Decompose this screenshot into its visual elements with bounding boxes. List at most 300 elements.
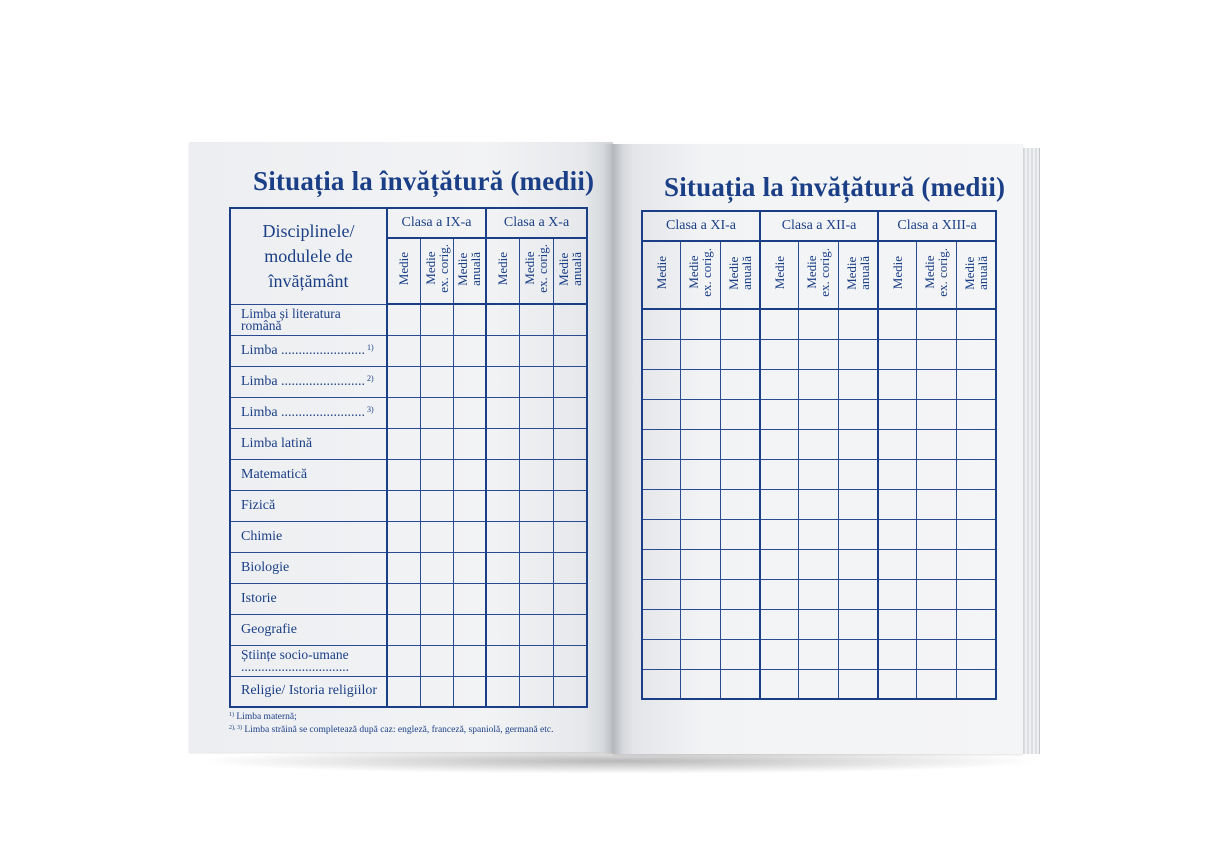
subject-name [230, 676, 387, 707]
grade-cell[interactable] [878, 369, 916, 399]
grade-cell[interactable] [838, 579, 878, 609]
grade-row [642, 489, 996, 519]
grade-cell[interactable] [838, 489, 878, 519]
grade-cell[interactable] [453, 614, 486, 645]
grade-cell[interactable] [760, 399, 798, 429]
grade-cell[interactable] [486, 645, 519, 676]
footnote-mark: 1) [365, 342, 374, 352]
grade-cell[interactable] [553, 614, 587, 645]
subject-name [230, 614, 387, 645]
discipline-header-line: modulele de [264, 245, 353, 266]
subject-name [230, 490, 387, 521]
grade-cell[interactable] [680, 429, 720, 459]
column-label [486, 238, 519, 304]
grade-cell[interactable] [519, 366, 553, 397]
grade-cell[interactable] [553, 428, 587, 459]
grade-cell[interactable] [838, 429, 878, 459]
grade-cell[interactable] [453, 397, 486, 428]
grade-cell[interactable] [916, 489, 956, 519]
grade-cell[interactable] [420, 428, 453, 459]
grade-cell[interactable] [956, 339, 996, 369]
grade-cell[interactable] [453, 304, 486, 335]
footnote-text: Limba maternă; [234, 712, 297, 722]
column-label-text: Medie anuală [725, 255, 754, 290]
subject-name [230, 583, 387, 614]
grade-cell[interactable] [720, 609, 760, 639]
grade-cell[interactable] [878, 669, 916, 699]
discipline-header-line: Disciplinele/ [262, 220, 355, 241]
grade-cell[interactable] [916, 639, 956, 669]
grade-cell[interactable] [956, 459, 996, 489]
grade-cell[interactable] [453, 335, 486, 366]
grade-cell[interactable] [680, 369, 720, 399]
grade-cell[interactable] [720, 519, 760, 549]
footnote-mark: 2) [365, 373, 374, 383]
grade-cell[interactable] [720, 459, 760, 489]
grade-cell[interactable] [553, 676, 587, 707]
grade-cell[interactable] [956, 429, 996, 459]
column-label [642, 241, 680, 309]
grade-cell[interactable] [720, 339, 760, 369]
grade-cell[interactable] [916, 369, 956, 399]
column-label [838, 241, 878, 309]
grade-cell[interactable] [486, 490, 519, 521]
grade-cell[interactable] [387, 645, 420, 676]
grade-cell[interactable] [642, 519, 680, 549]
grade-cell[interactable] [760, 339, 798, 369]
grade-cell[interactable] [420, 614, 453, 645]
grade-cell[interactable] [387, 521, 420, 552]
grade-row [642, 399, 996, 429]
grade-cell[interactable] [420, 397, 453, 428]
grade-cell[interactable] [798, 309, 838, 339]
grade-cell[interactable] [878, 459, 916, 489]
grade-cell[interactable] [916, 429, 956, 459]
grade-cell[interactable] [420, 521, 453, 552]
grade-cell[interactable] [916, 309, 956, 339]
subject-label: Limba ........................ [241, 342, 366, 358]
grade-cell[interactable] [878, 609, 916, 639]
grade-cell[interactable] [453, 583, 486, 614]
grade-cell[interactable] [420, 552, 453, 583]
grade-cell[interactable] [553, 397, 587, 428]
grade-cell[interactable] [420, 645, 453, 676]
grade-cell[interactable] [680, 669, 720, 699]
grade-row [642, 609, 996, 639]
grade-cell[interactable] [642, 459, 680, 489]
grade-row [642, 429, 996, 459]
subject-label-line2: română [241, 317, 282, 333]
grade-cell[interactable] [453, 521, 486, 552]
class-header: Clasa a IX-a [387, 208, 486, 238]
subject-row [230, 304, 587, 335]
right-grades-table [641, 210, 997, 700]
grade-cell[interactable] [956, 309, 996, 339]
grade-cell[interactable] [720, 489, 760, 519]
column-label [956, 241, 996, 309]
column-label-text: Medie anuală [555, 251, 584, 286]
grade-cell[interactable] [878, 549, 916, 579]
subject-label: Limba latină [241, 435, 313, 451]
grade-cell[interactable] [878, 519, 916, 549]
grade-cell[interactable] [486, 304, 519, 335]
grade-cell[interactable] [798, 519, 838, 549]
grade-cell[interactable] [486, 428, 519, 459]
grade-cell[interactable] [387, 335, 420, 366]
grade-row [642, 339, 996, 369]
subject-name [230, 366, 387, 397]
grade-cell[interactable] [720, 429, 760, 459]
grade-cell[interactable] [387, 304, 420, 335]
grade-cell[interactable] [956, 369, 996, 399]
grade-cell[interactable] [916, 669, 956, 699]
grade-cell[interactable] [838, 639, 878, 669]
grade-cell[interactable] [642, 309, 680, 339]
discipline-header [230, 208, 387, 304]
grade-cell[interactable] [453, 459, 486, 490]
grade-cell[interactable] [680, 399, 720, 429]
subject-name [230, 459, 387, 490]
footnote-mark: 1) [229, 712, 234, 718]
grade-cell[interactable] [486, 552, 519, 583]
grade-row [642, 639, 996, 669]
grade-cell[interactable] [486, 335, 519, 366]
header-row-columns [642, 241, 996, 309]
subject-label: Biologie [241, 559, 290, 575]
grade-cell[interactable] [642, 489, 680, 519]
grade-cell[interactable] [916, 609, 956, 639]
grade-cell[interactable] [680, 489, 720, 519]
left-page-title: Situația la învățătură (medii) [253, 166, 595, 196]
grade-cell[interactable] [956, 609, 996, 639]
column-label-text: Medie anuală [843, 255, 872, 290]
grade-cell[interactable] [553, 521, 587, 552]
grade-cell[interactable] [760, 669, 798, 699]
grade-cell[interactable] [486, 397, 519, 428]
grade-row [642, 459, 996, 489]
grade-cell[interactable] [720, 549, 760, 579]
grade-cell[interactable] [519, 645, 553, 676]
subject-name [230, 645, 387, 676]
grade-cell[interactable] [956, 519, 996, 549]
column-label [553, 238, 587, 304]
discipline-header-line: învățământ [268, 270, 349, 291]
grade-cell[interactable] [720, 369, 760, 399]
grade-cell[interactable] [760, 639, 798, 669]
grade-cell[interactable] [387, 614, 420, 645]
grade-cell[interactable] [519, 583, 553, 614]
grade-cell[interactable] [760, 459, 798, 489]
grade-cell[interactable] [519, 490, 553, 521]
subject-label: Științe socio-umane [241, 646, 349, 662]
subject-row [230, 676, 587, 707]
grade-cell[interactable] [420, 304, 453, 335]
column-label-text: Medie ex. corig. [686, 248, 714, 297]
column-label-text: Medie ex. corig. [422, 244, 451, 293]
grade-cell[interactable] [486, 676, 519, 707]
grade-cell[interactable] [760, 369, 798, 399]
subject-row [230, 459, 587, 490]
grade-cell[interactable] [453, 366, 486, 397]
subject-name [230, 428, 387, 459]
grade-cell[interactable] [486, 366, 519, 397]
header-row-classes [642, 211, 996, 241]
grade-cell[interactable] [838, 309, 878, 339]
grade-cell[interactable] [642, 369, 680, 399]
grade-row [642, 519, 996, 549]
subject-name [230, 521, 387, 552]
grade-cell[interactable] [519, 521, 553, 552]
grade-cell[interactable] [720, 639, 760, 669]
grade-row [642, 669, 996, 699]
grade-cell[interactable] [420, 366, 453, 397]
grade-cell[interactable] [720, 399, 760, 429]
grade-cell[interactable] [519, 459, 553, 490]
column-label [453, 238, 486, 304]
column-label [878, 241, 916, 309]
subject-row [230, 521, 587, 552]
grade-cell[interactable] [798, 399, 838, 429]
column-label [720, 241, 760, 309]
grade-cell[interactable] [956, 399, 996, 429]
column-label-text: Medie ex. corig. [922, 248, 951, 297]
column-label [798, 241, 838, 309]
grade-cell[interactable] [680, 459, 720, 489]
grade-cell[interactable] [553, 304, 587, 335]
subject-row [230, 428, 587, 459]
grade-cell[interactable] [387, 459, 420, 490]
grade-cell[interactable] [798, 339, 838, 369]
grade-cell[interactable] [453, 428, 486, 459]
subject-row [230, 366, 587, 397]
subject-label: Chimie [241, 528, 283, 544]
grade-cell[interactable] [720, 579, 760, 609]
grade-cell[interactable] [798, 429, 838, 459]
grade-cell[interactable] [956, 549, 996, 579]
grade-cell[interactable] [519, 397, 553, 428]
grade-cell[interactable] [956, 639, 996, 669]
subject-name [230, 304, 387, 335]
grade-cell[interactable] [519, 552, 553, 583]
grade-cell[interactable] [420, 583, 453, 614]
column-label [916, 241, 956, 309]
subject-row [230, 645, 587, 676]
grade-cell[interactable] [553, 459, 587, 490]
column-label-text: Medie anuală [455, 251, 484, 286]
grade-cell[interactable] [838, 459, 878, 489]
column-label-text: Medie [495, 251, 511, 286]
subject-name [230, 335, 387, 366]
grade-cell[interactable] [760, 489, 798, 519]
grade-cell[interactable] [553, 552, 587, 583]
grade-cell[interactable] [680, 609, 720, 639]
grade-cell[interactable] [642, 609, 680, 639]
grade-cell[interactable] [387, 583, 420, 614]
grade-cell[interactable] [878, 579, 916, 609]
grade-cell[interactable] [642, 579, 680, 609]
column-label [760, 241, 798, 309]
subject-label: Matematică [241, 466, 308, 482]
grade-cell[interactable] [720, 669, 760, 699]
grade-row [642, 369, 996, 399]
grade-cell[interactable] [916, 519, 956, 549]
column-label-text: Medie [653, 255, 669, 290]
subject-row [230, 614, 587, 645]
grade-cell[interactable] [916, 339, 956, 369]
grade-cell[interactable] [420, 490, 453, 521]
grade-cell[interactable] [642, 429, 680, 459]
grade-cell[interactable] [720, 309, 760, 339]
grade-cell[interactable] [916, 549, 956, 579]
grade-cell[interactable] [553, 583, 587, 614]
grade-cell[interactable] [798, 669, 838, 699]
column-label [680, 241, 720, 309]
grade-cell[interactable] [387, 366, 420, 397]
left-grades-table [229, 207, 588, 708]
grade-cell[interactable] [878, 309, 916, 339]
grade-cell[interactable] [956, 579, 996, 609]
grade-cell[interactable] [553, 490, 587, 521]
subject-label: Limba și literatura [241, 305, 341, 321]
right-page-title: Situația la învățătură (medii) [664, 172, 1006, 202]
grade-cell[interactable] [916, 399, 956, 429]
grade-cell[interactable] [838, 369, 878, 399]
column-label [387, 238, 420, 304]
column-label-text: Medie [771, 255, 787, 290]
grade-cell[interactable] [916, 579, 956, 609]
grade-cell[interactable] [680, 579, 720, 609]
grade-cell[interactable] [798, 609, 838, 639]
grade-cell[interactable] [642, 399, 680, 429]
subject-label: Limba ........................ [241, 404, 366, 420]
subject-row [230, 335, 587, 366]
grade-cell[interactable] [486, 459, 519, 490]
grade-cell[interactable] [760, 519, 798, 549]
grade-cell[interactable] [798, 639, 838, 669]
column-label-text: Medie [396, 251, 412, 286]
column-label-text: Medie ex. corig. [804, 248, 833, 297]
grade-cell[interactable] [387, 552, 420, 583]
column-label [420, 238, 453, 304]
subject-label: Geografie [241, 621, 297, 637]
grade-cell[interactable] [680, 339, 720, 369]
grade-cell[interactable] [798, 579, 838, 609]
footnote-line [229, 710, 553, 723]
page-stack-edge [1021, 148, 1040, 754]
grade-cell[interactable] [798, 549, 838, 579]
grade-cell[interactable] [956, 489, 996, 519]
grade-cell[interactable] [453, 490, 486, 521]
grade-cell[interactable] [486, 614, 519, 645]
grade-cell[interactable] [453, 552, 486, 583]
grade-cell[interactable] [642, 669, 680, 699]
grade-cell[interactable] [760, 429, 798, 459]
grade-row [642, 549, 996, 579]
grade-cell[interactable] [760, 309, 798, 339]
footnote-mark: 2), 3) [229, 725, 242, 731]
grade-cell[interactable] [387, 676, 420, 707]
grade-cell[interactable] [387, 428, 420, 459]
class-header: Clasa a XI-a [642, 211, 760, 241]
grade-row [642, 579, 996, 609]
grade-cell[interactable] [519, 428, 553, 459]
grade-cell[interactable] [838, 399, 878, 429]
grade-cell[interactable] [878, 489, 916, 519]
grade-cell[interactable] [642, 639, 680, 669]
grade-cell[interactable] [387, 397, 420, 428]
grade-cell[interactable] [838, 609, 878, 639]
grade-cell[interactable] [838, 519, 878, 549]
subject-label: Religie/ Istoria religiilor [241, 683, 378, 699]
grade-cell[interactable] [553, 645, 587, 676]
grade-cell[interactable] [760, 609, 798, 639]
grade-cell[interactable] [680, 309, 720, 339]
grade-cell[interactable] [838, 549, 878, 579]
subject-label-line2: ................................ [241, 658, 349, 674]
grade-cell[interactable] [798, 369, 838, 399]
grade-cell[interactable] [916, 459, 956, 489]
grade-cell[interactable] [486, 521, 519, 552]
grade-cell[interactable] [453, 645, 486, 676]
grade-cell[interactable] [956, 669, 996, 699]
grade-cell[interactable] [878, 429, 916, 459]
class-header: Clasa a X-a [486, 208, 587, 238]
book-spine [603, 144, 623, 754]
grade-row [642, 309, 996, 339]
grade-cell[interactable] [387, 490, 420, 521]
grade-cell[interactable] [878, 399, 916, 429]
subject-label: Istorie [241, 590, 277, 606]
grade-cell[interactable] [798, 459, 838, 489]
column-label-text: Medie [889, 255, 905, 290]
grade-cell[interactable] [453, 676, 486, 707]
grade-cell[interactable] [878, 339, 916, 369]
grade-cell[interactable] [680, 549, 720, 579]
column-label-text: Medie anuală [961, 255, 990, 290]
grade-cell[interactable] [553, 335, 587, 366]
grade-cell[interactable] [420, 459, 453, 490]
grade-cell[interactable] [798, 489, 838, 519]
grade-cell[interactable] [680, 639, 720, 669]
grade-cell[interactable] [878, 639, 916, 669]
grade-cell[interactable] [519, 304, 553, 335]
class-header: Clasa a XII-a [760, 211, 878, 241]
class-header: Clasa a XIII-a [878, 211, 996, 241]
footnote-text: Limba străină se completează după caz: engleză, franceză, spaniolă, germană etc. [242, 725, 554, 735]
grade-cell[interactable] [519, 676, 553, 707]
subject-row [230, 583, 587, 614]
subject-row [230, 552, 587, 583]
grade-cell[interactable] [760, 579, 798, 609]
grade-cell[interactable] [760, 549, 798, 579]
grade-cell[interactable] [420, 335, 453, 366]
subject-row [230, 397, 587, 428]
grade-cell[interactable] [553, 366, 587, 397]
column-label [519, 238, 553, 304]
grade-cell[interactable] [519, 614, 553, 645]
header-row-classes [230, 208, 587, 238]
grade-cell[interactable] [420, 676, 453, 707]
grade-cell[interactable] [680, 519, 720, 549]
grade-cell[interactable] [838, 669, 878, 699]
grade-cell[interactable] [486, 583, 519, 614]
grade-cell[interactable] [519, 335, 553, 366]
subject-label: Fizică [241, 497, 276, 513]
grade-cell[interactable] [838, 339, 878, 369]
grade-cell[interactable] [642, 549, 680, 579]
footnote-line [229, 723, 553, 736]
grade-cell[interactable] [642, 339, 680, 369]
